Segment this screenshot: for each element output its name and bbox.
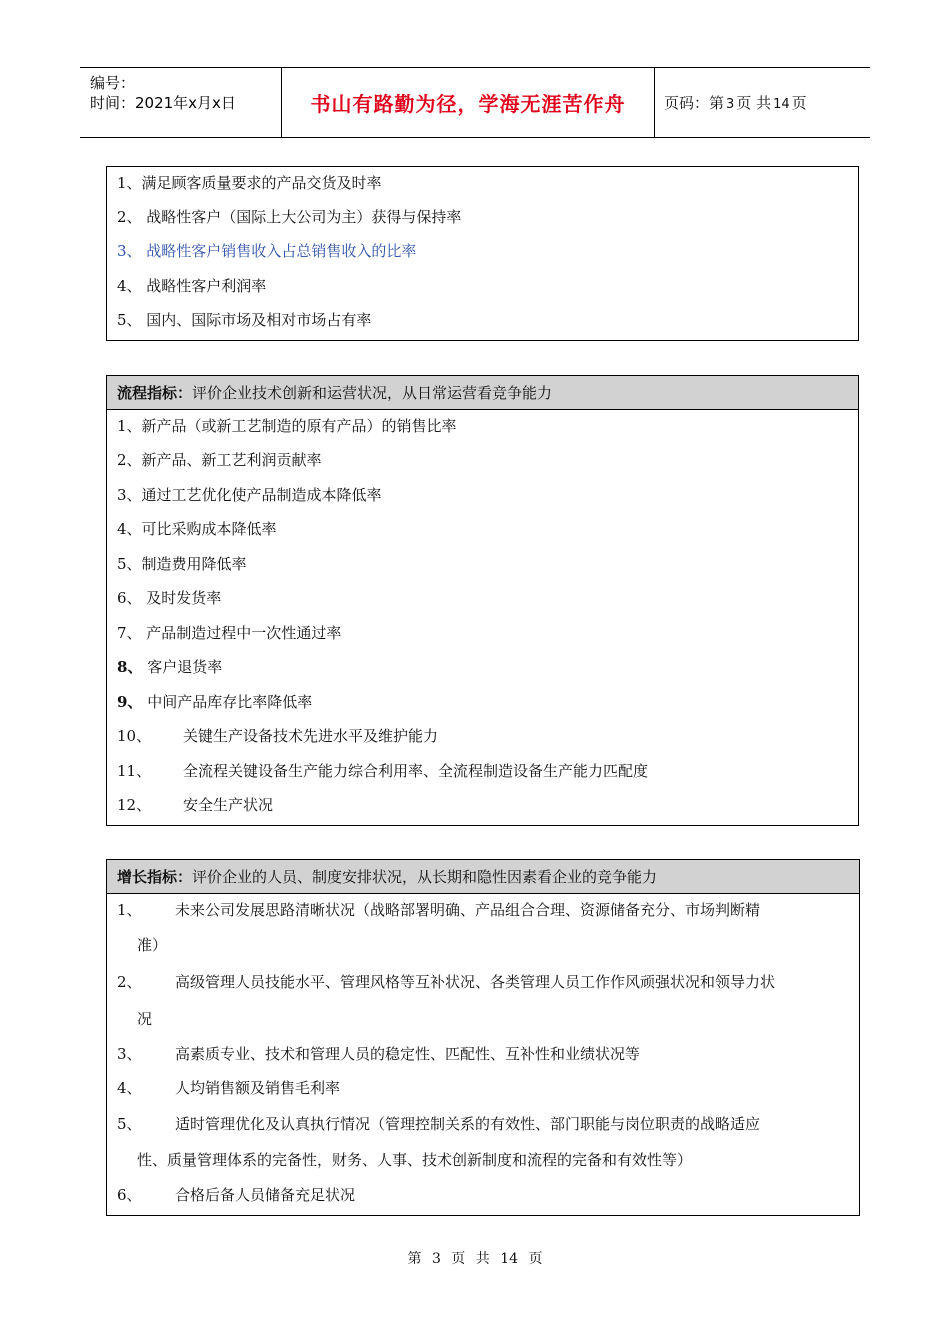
list-item: 10、 关键生产设备技术先进水平及维护能力 <box>117 727 439 745</box>
customer-indicators-table <box>106 166 859 341</box>
code-label: 编号： <box>90 74 136 92</box>
page-footer: 第 3 页 共 14 页 <box>407 1251 543 1267</box>
list-item-continuation: 准） <box>137 936 168 954</box>
motto-cell <box>281 68 655 137</box>
list-item: 1、满足顾客质量要求的产品交货及时率 <box>117 174 382 192</box>
list-item: 3、 战略性客户销售收入占总销售收入的比率 <box>117 242 417 260</box>
list-item: 11、 全流程关键设备生产能力综合利用率、全流程制造设备生产能力匹配度 <box>117 762 649 780</box>
list-item: 5、 适时管理优化及认真执行情况（管理控制关系的有效性、部门职能与岗位职责的战略适应 <box>117 1115 761 1133</box>
list-item: 1、 未来公司发展思路清晰状况（战略部署明确、产品组合合理、资源储备充分、市场判断精 <box>117 901 761 919</box>
list-item-continuation: 况 <box>137 1010 153 1028</box>
list-item: 4、 战略性客户利润率 <box>117 277 267 295</box>
page-info-cell <box>654 68 870 137</box>
list-item: 6、 合格后备人员储备充足状况 <box>117 1186 356 1204</box>
list-item: 4、可比采购成本降低率 <box>117 520 277 538</box>
motto-text: 书山有路勤为径，学海无涯苦作舟 <box>310 92 626 116</box>
list-item: 12、 安全生产状况 <box>117 796 274 814</box>
list-item: 6、 及时发货率 <box>117 589 222 607</box>
page-info: 页码：第 3 页 共 14 页 <box>664 94 807 112</box>
list-item: 9、 中间产品库存比率降低率 <box>117 693 313 711</box>
section-heading: 流程指标： 评价企业技术创新和运营状况，从日常运营看竞争能力 <box>107 376 858 410</box>
header-meta-cell <box>80 68 281 137</box>
growth-indicators-table <box>106 859 860 1216</box>
section-heading: 增长指标： 评价企业的人员、制度安排状况，从长期和隐性因素看企业的竞争能力 <box>107 860 859 894</box>
list-item: 8、 客户退货率 <box>117 658 223 676</box>
page-header <box>80 67 870 138</box>
list-item: 7、 产品制造过程中一次性通过率 <box>117 624 342 642</box>
list-item: 3、 高素质专业、技术和管理人员的稳定性、匹配性、互补性和业绩状况等 <box>117 1045 641 1063</box>
list-item: 4、 人均销售额及销售毛利率 <box>117 1079 341 1097</box>
list-item: 1、新产品（或新工艺制造的原有产品）的销售比率 <box>117 417 457 435</box>
list-item: 5、 国内、国际市场及相对市场占有率 <box>117 311 372 329</box>
list-item: 2、新产品、新工艺利润贡献率 <box>117 451 322 469</box>
list-item: 2、 高级管理人员技能水平、管理风格等互补状况、各类管理人员工作作风顽强状况和领导力状 <box>117 973 776 991</box>
list-item-continuation: 性、质量管理体系的完备性，财务、人事、技术创新制度和流程的完备和有效性等） <box>137 1151 693 1169</box>
time-label: 时间：2021年x月x日 <box>90 94 236 112</box>
list-item: 2、 战略性客户（国际上大公司为主）获得与保持率 <box>117 208 462 226</box>
list-item: 5、制造费用降低率 <box>117 555 247 573</box>
list-item: 3、通过工艺优化使产品制造成本降低率 <box>117 486 382 504</box>
process-indicators-table <box>106 375 859 826</box>
